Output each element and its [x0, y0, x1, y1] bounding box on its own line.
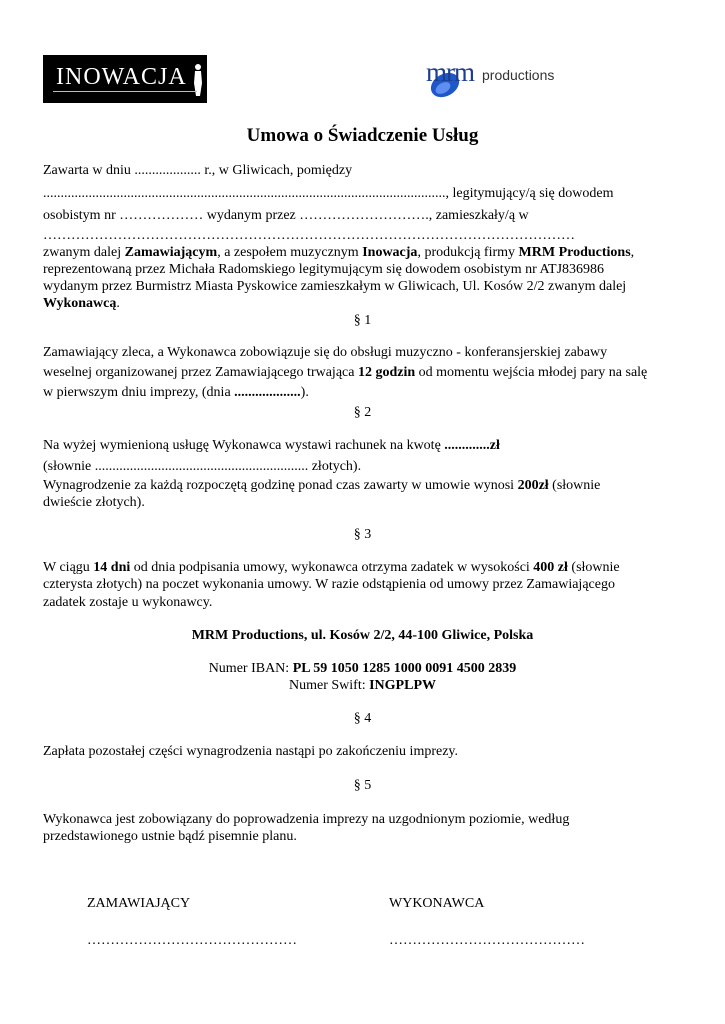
iban-line: Numer IBAN: PL 59 1050 1285 1000 0091 4500 2839 — [208, 661, 517, 676]
section-3-heading: § 3 — [353, 527, 372, 542]
section-5-line-2: przedstawionego ustnie bądź pisemnie planu. — [43, 829, 297, 844]
productions-logo-text: productions — [482, 67, 555, 83]
swift-line: Numer Swift: INGPLPW — [289, 678, 436, 693]
section-2-line-3: Wynagrodzenie za każdą rozpoczętą godzinę ponad czas zawarty w umowie wynosi 200zł (słownie — [43, 478, 601, 493]
section-1-line-1: Zamawiający zleca, a Wykonawca zobowiązuje się do obsługi muzyczno - konferansjerskiej zabawy — [43, 345, 608, 360]
section-5-line-1: Wykonawca jest zobowiązany do poprowadzenia imprezy na uzgodnionym poziomie, według — [43, 812, 570, 827]
document-title: Umowa o Świadczenie Usług — [246, 125, 479, 146]
client-signature-label: ZAMAWIAJĄCY — [87, 896, 191, 911]
logo-underline — [53, 91, 197, 92]
section-4-line-1: Zapłata pozostałej części wynagrodzenia nastąpi po zakończeniu imprezy. — [43, 744, 459, 759]
intro-line-1: Zawarta w dniu ................... r., w Gliwicach, pomiędzy — [43, 163, 353, 178]
inowacja-logo-text: INOWACJA — [56, 64, 187, 90]
section-2-line-4: dwieście złotych). — [43, 495, 145, 510]
section-2-line-1: Na wyżej wymienioną usługę Wykonawca wystawi rachunek na kwotę .............zł — [43, 438, 500, 453]
company-address: MRM Productions, ul. Kosów 2/2, 44-100 Gliwice, Polska — [191, 628, 534, 643]
section-1-line-3: w pierwszym dniu imprezy, (dnia ...................). — [43, 385, 309, 400]
section-5-heading: § 5 — [353, 778, 372, 793]
contractor-signature-label: WYKONAWCA — [389, 896, 485, 911]
section-3-line-3: zadatek zostaje u wykonawcy. — [43, 595, 213, 610]
intro-line-7: wydanym przez Burmistrz Miasta Pyskowice zamieszkałym w Gliwicach, Ul. Kosów 2/2 zwanym dalej — [43, 279, 627, 294]
section-1-line-2: weselnej organizowanej przez Zamawiającego trwająca 12 godzin od momentu wejścia młodej pary na salę — [43, 365, 648, 380]
contractor-signature-line: …………………………………… — [389, 933, 585, 948]
intro-line-8: Wykonawcą. — [43, 296, 120, 311]
intro-line-2: ..................................................................................................................., legitymujący/ą się dowodem — [43, 186, 614, 201]
mrm-logo-mark: mrm — [426, 57, 474, 87]
section-3-line-2: czterysta złotych) na poczet wykonania umowy. W razie odstąpienia od umowy przez Zamawiającego — [43, 577, 615, 592]
section-2-line-2: (słownie ............................................................. złotych). — [43, 459, 362, 474]
mrm-productions-logo — [425, 55, 565, 103]
inowacja-logo — [43, 55, 207, 103]
section-3-line-1: W ciągu 14 dni od dnia podpisania umowy, wykonawca otrzyma zadatek w wysokości 400 zł (słownie — [43, 560, 620, 575]
intro-line-6: reprezentowaną przez Michała Radomskiego legitymującym się dowodem osobistym nr ATJ836986 — [43, 262, 605, 277]
intro-line-4: …………………………………………………………………………………………………… — [43, 228, 575, 243]
client-signature-line: ……………………………………… — [87, 933, 297, 948]
section-1-heading: § 1 — [353, 313, 372, 328]
section-4-heading: § 4 — [353, 711, 372, 726]
intro-line-3: osobistym nr ……………… wydanym przez ………………………., zamieszkały/ą w — [43, 208, 529, 223]
section-2-heading: § 2 — [353, 405, 372, 420]
intro-line-5: zwanym dalej Zamawiającym, a zespołem muzycznym Inowacja, produkcją firmy MRM Productions, — [43, 245, 635, 260]
